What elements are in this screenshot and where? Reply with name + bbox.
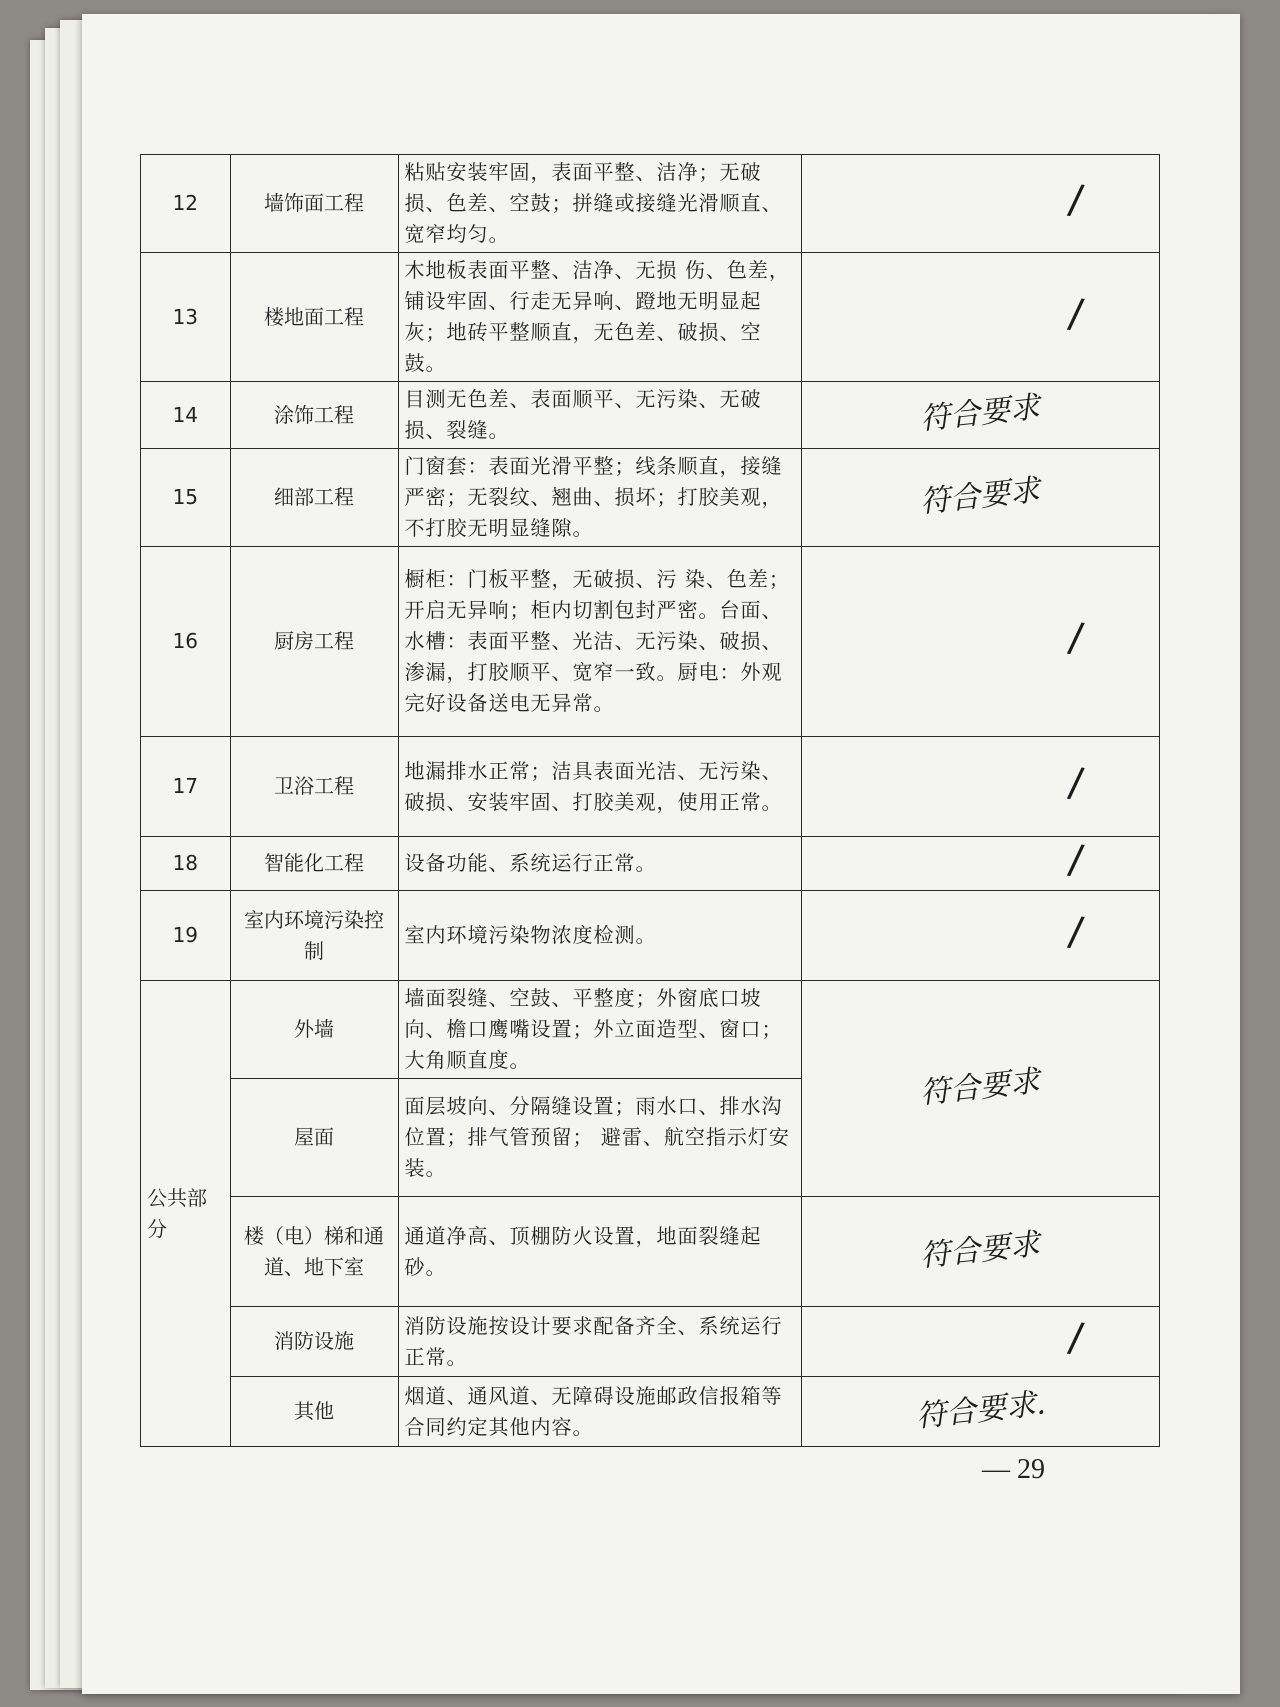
row-number: 13 <box>141 253 231 382</box>
handwritten-result: 符合要求 <box>918 1226 1042 1274</box>
page-number: — 29 <box>982 1454 1045 1485</box>
row-requirement: 墙面裂缝、空鼓、平整度；外窗底口坡向、檐口鹰嘴设置；外立面造型、窗口；大角顺直度。 <box>398 981 801 1079</box>
result-mark: / <box>1065 836 1086 884</box>
row-number: 17 <box>141 737 231 837</box>
result-mark: / <box>1065 176 1086 224</box>
table-row <box>141 1377 1160 1447</box>
row-item: 智能化工程 <box>230 837 398 891</box>
table-row <box>141 253 1160 382</box>
row-requirement: 地漏排水正常；洁具表面光洁、无污染、破损、安装牢固、打胶美观，使用正常。 <box>398 737 801 837</box>
result-mark: / <box>1065 759 1086 807</box>
handwritten-result: 符合要求 <box>918 1063 1042 1111</box>
table-row <box>141 155 1160 253</box>
row-number: 15 <box>141 449 231 547</box>
row-requirement: 木地板表面平整、洁净、无损 伤、色差，铺设牢固、行走无异响、蹬地无明显起灰；地砖平整顺直，无色差、破损、空鼓。 <box>398 253 801 382</box>
table-row <box>141 837 1160 891</box>
row-requirement: 粘贴安装牢固，表面平整、洁净；无破损、色差、空鼓；拼缝或接缝光滑顺直、宽窄均匀。 <box>398 155 801 253</box>
row-item: 其他 <box>230 1377 398 1447</box>
row-requirement: 门窗套：表面光滑平整；线条顺直，接缝严密；无裂纹、翘曲、损坏；打胶美观，不打胶无明显缝隙。 <box>398 449 801 547</box>
result-mark: / <box>1065 908 1086 956</box>
row-item: 卫浴工程 <box>230 737 398 837</box>
result-mark: / <box>1065 614 1086 662</box>
table-row <box>141 547 1160 737</box>
row-item: 消防设施 <box>230 1307 398 1377</box>
table-row <box>141 449 1160 547</box>
row-item: 厨房工程 <box>230 547 398 737</box>
row-number: 18 <box>141 837 231 891</box>
row-number: 19 <box>141 891 231 981</box>
document-page <box>82 14 1240 1694</box>
row-requirement: 室内环境污染物浓度检测。 <box>398 891 801 981</box>
row-number: 16 <box>141 547 231 737</box>
row-number: 14 <box>141 382 231 449</box>
row-item: 楼（电）梯和通道、地下室 <box>230 1197 398 1307</box>
result-mark: / <box>1065 289 1086 338</box>
table-row <box>141 1197 1160 1307</box>
row-item: 外墙 <box>230 981 398 1079</box>
row-item: 室内环境污染控制 <box>230 891 398 981</box>
inspection-table <box>140 154 1160 1447</box>
row-requirement: 设备功能、系统运行正常。 <box>398 837 801 891</box>
row-requirement: 通道净高、顶棚防火设置，地面裂缝起砂。 <box>398 1197 801 1307</box>
table-row <box>141 981 1160 1079</box>
result-mark: / <box>1065 1314 1086 1362</box>
row-item: 细部工程 <box>230 449 398 547</box>
row-item: 楼地面工程 <box>230 253 398 382</box>
handwritten-result: 符合要求 <box>918 472 1042 520</box>
table-row <box>141 1307 1160 1377</box>
table-row <box>141 382 1160 449</box>
row-requirement: 橱柜：门板平整，无破损、污 染、色差；开启无异响；柜内切割包封严密。台面、水槽：表面平整、光洁、无污染、破损、渗漏，打胶顺平、宽窄一致。厨电：外观完好设备送电无异常。 <box>398 547 801 737</box>
handwritten-result: 符合要求. <box>914 1385 1047 1435</box>
row-requirement: 面层坡向、分隔缝设置；雨水口、排水沟位置；排气管预留； 避雷、航空指示灯安装。 <box>398 1079 801 1197</box>
table-row <box>141 891 1160 981</box>
row-number: 12 <box>141 155 231 253</box>
row-item: 涂饰工程 <box>230 382 398 449</box>
row-item: 屋面 <box>230 1079 398 1197</box>
handwritten-result: 符合要求 <box>918 389 1042 438</box>
row-requirement: 消防设施按设计要求配备齐全、系统运行正常。 <box>398 1307 801 1377</box>
row-requirement: 烟道、通风道、无障碍设施邮政信报箱等合同约定其他内容。 <box>398 1377 801 1447</box>
row-item: 墙饰面工程 <box>230 155 398 253</box>
table-row <box>141 737 1160 837</box>
row-requirement: 目测无色差、表面顺平、无污染、无破损、裂缝。 <box>398 382 801 449</box>
public-group-label: 公共部分 <box>141 981 231 1447</box>
